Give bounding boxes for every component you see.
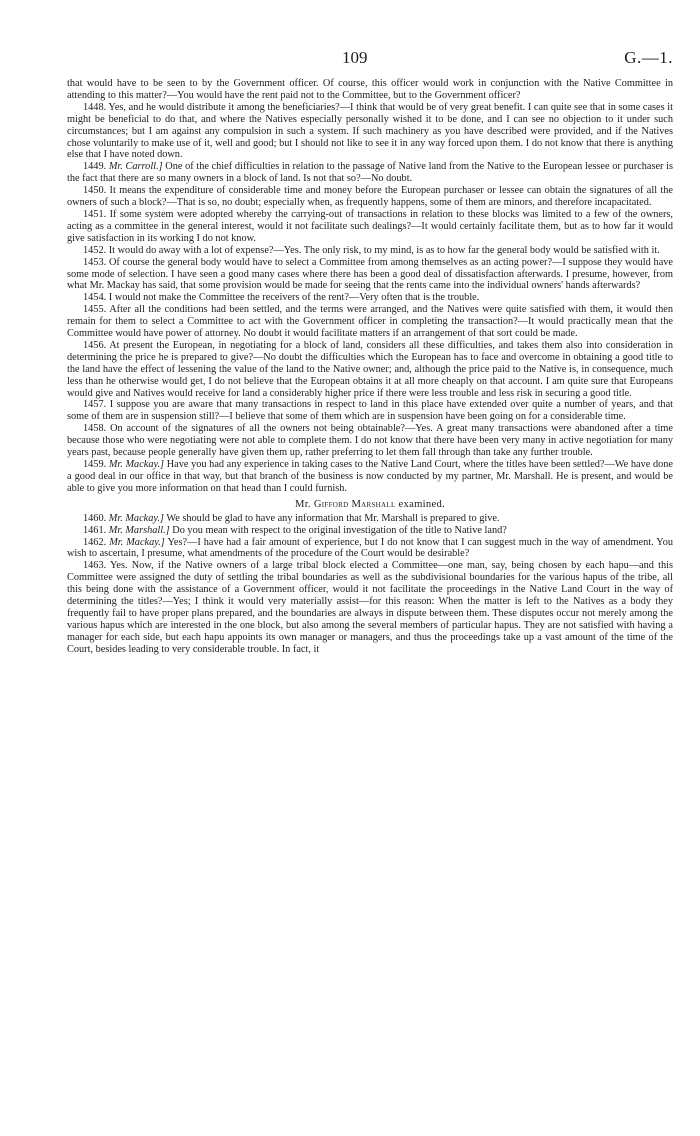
question-number: 1454.: [83, 292, 107, 304]
question-number: 1448.: [83, 101, 107, 113]
paragraph-text: Have you had any experience in taking cases to the Native Land Court, where the titles have been settled?—We have done a good deal in our office in that way, but that branch of the business is now conducted by my partner, Mr. Marshall. He is present, and would be able to give you more information on that head than I could furnish.: [67, 459, 673, 494]
testimony-paragraph: [67, 102, 673, 162]
testimony-paragraph: [67, 78, 673, 102]
paragraph-text: One of the chief difficulties in relation to the passage of Native land from the Native to the European lessee or purchaser is the fact that there are so many owners in a block of land. Is not that so?—No doubt.: [67, 161, 674, 185]
testimony-paragraph: [67, 257, 673, 293]
paragraph-text: Yes?—I have had a fair amount of experience, but I do not know that I can suggest much in the way of amendment. You wish to ascertain, I presume, what amendments of the procedure of the Court would be desirable?: [67, 536, 673, 560]
heading-suffix: examined.: [398, 498, 446, 510]
testimony-paragraph: [67, 525, 673, 537]
testimony-paragraph: [67, 292, 673, 304]
document-page: [67, 48, 673, 656]
question-number: 1455.: [83, 304, 107, 316]
page-number: 109: [342, 48, 368, 67]
witness-name: Gifford Marshall: [313, 498, 396, 510]
question-number: 1453.: [83, 256, 107, 268]
testimony-paragraph: [67, 399, 673, 423]
paragraph-text: Of course the general body would have to select a Committee from among themselves as an acting power?—I suppose they would have some mode of selection. I have seen a good many cases where there has been a good deal of dissatisfaction afterwards. I presume, however, from what Mr. Mackay has said, that some provision would be made for seeing that the rents came into the individual owners' hands afterwards?: [67, 256, 673, 292]
document-reference: G.—1.: [624, 48, 673, 67]
question-number: 1450.: [83, 185, 107, 197]
paragraph-text: I would not make the Committee the receivers of the rent?—Very often that is the trouble.: [108, 292, 480, 304]
paragraph-text: On account of the signatures of all the owners not being obtainable?—Yes. A great many transactions were abandoned after a time because those who were negotiating were not able to complete them. I do not know that there have been very many in active negotiation for many years past, because people generally have given them up, rather preferring to let them fall through than take any further trouble.: [67, 423, 673, 459]
paragraph-text: It means the expenditure of considerable time and money before the European purchaser or lessee can obtain the signatures of all the owners of such a block?—That is so, no doubt; especially when, as frequently happens, some of them are minors, and therefore incapacitated.: [67, 185, 673, 209]
question-number: 1449.: [83, 161, 107, 173]
question-number: 1456.: [83, 339, 107, 351]
question-number: 1462.: [83, 536, 107, 548]
paragraph-text: After all the conditions had been settled, and the terms were arranged, and the Natives were quite satisfied with them, it would then remain for them to select a Committee to act with the Government officer in completing the transaction?—It would practically mean that the Committee would have power of attorney. No doubt it would facilitate matters if an arrangement of that sort could be made.: [67, 304, 673, 340]
paragraph-text: If some system were adopted whereby the carrying-out of transactions in relation to these blocks was limited to a few of the owners, acting as a committee in the general interest, would it not facilitate such dealings?—It would certainly facilitate them, but as to how far it would give satisfaction in its working I do not know.: [67, 208, 673, 244]
question-number: 1457.: [83, 399, 107, 411]
paragraph-text: It would do away with a lot of expense?—Yes. The only risk, to my mind, is as to how far the general body would be satisfied with it.: [108, 244, 660, 256]
question-number: 1460.: [83, 512, 107, 524]
question-number: 1452.: [83, 244, 107, 256]
testimony-paragraph: [67, 423, 673, 459]
speaker-name: Mr. Mackay.]: [109, 536, 165, 548]
question-number: 1451.: [83, 208, 107, 220]
paragraph-text: that would have to be seen to by the Government officer. Of course, this officer would work in conjunction with the Native Committee in attending to this matter?—You would have the rent paid not to the Committee, but to the Government officer?: [67, 78, 673, 101]
paragraph-text: Do you mean with respect to the original investigation of the title to Native land?: [172, 524, 507, 536]
testimony-paragraph: [67, 245, 673, 257]
testimony-paragraph: [67, 340, 673, 400]
testimony-paragraph: [67, 185, 673, 209]
speaker-name: Mr. Carroll.]: [108, 161, 163, 173]
speaker-name: Mr. Mackay.]: [108, 459, 165, 470]
testimony-paragraph: [67, 209, 673, 245]
testimony-paragraph: [67, 560, 673, 655]
testimony-paragraph: [67, 304, 673, 340]
speaker-name: Mr. Marshall.]: [108, 524, 170, 536]
testimony-paragraph: [67, 459, 673, 495]
paragraph-text: Yes. Now, if the Native owners of a large tribal block elected a Committee—one man, say, being chosen by each hapu—and this Committee were assigned the duty of settling the tribal boundaries as well as the subdivisional boundaries for the various hapus of the tribe, all this being done with the assistance of a Government officer, would it not facilitate the proceedings in the Native Land Court in the way of determining the titles?—Yes; I think it would very materially assist—for this reason: When the matter is left to the Natives as a body they frequently fail to have proper plans prepared, and the boundaries are always in dispute between them. These disputes occur not merely among the various hapus which are interested in the one block, but also among the several members of particular hapus. They are not satisfied with having a manager for each side, but each hapu appoints its own manager or managers, and thus the proceedings take up a vast amount of the time of the Court, besides leading to very considerable trouble. In fact, it: [67, 560, 673, 655]
question-number: 1463.: [83, 560, 107, 572]
paragraph-text: We should be glad to have any information that Mr. Marshall is prepared to give.: [166, 512, 500, 524]
question-number: 1461.: [83, 524, 107, 536]
section-heading: [67, 498, 673, 511]
page-header: [67, 48, 673, 78]
testimony-paragraph: [67, 161, 673, 185]
paragraph-text: I suppose you are aware that many transactions in respect to land in this place have extended over quite a number of years, and that some of them are in suspension still?—I believe that some of them which are in suspension have been going on for a considerable time.: [67, 399, 674, 423]
paragraph-text: At present the European, in negotiating for a block of land, considers all these difficulties, and takes them also into consideration in determining the price he is prepared to give?—No doubt the difficulties which the European has to face and overcome in obtaining a good title to the land have the effect of lessening the value of the land to the Native owner; and, although the price paid to the Native is, in consequence, much less than he otherwise would get, I do not believe that the European obtains it at all more cheaply on that account. I am quite sure that Europeans would give and Natives would receive for land a considerably higher price if there were less trouble and less risk in securing a good title.: [67, 339, 673, 399]
speaker-name: Mr. Mackay.]: [108, 512, 164, 524]
testimony-paragraph: [67, 537, 673, 561]
testimony-paragraph: [67, 513, 673, 525]
question-number: 1459.: [83, 459, 107, 470]
testimony-text-continued: [67, 513, 673, 656]
paragraph-text: Yes, and he would distribute it among the beneficiaries?—I think that would be of very great benefit. I can quite see that in some cases it might be beneficial to do that, and where the Natives especially personally wished it to be done, and I can see no objection to it under such circumstances; but I am against any compulsion in such a system. If such machinery as you have described were provided, and if the Natives chose voluntarily to make use of it, well and good; but I should not like to see it in any way forced upon them. I do not know that there is anything else that I have noted down.: [67, 101, 673, 161]
testimony-text: [67, 78, 673, 495]
heading-prefix: Mr.: [294, 498, 311, 510]
question-number: 1458.: [83, 423, 107, 435]
